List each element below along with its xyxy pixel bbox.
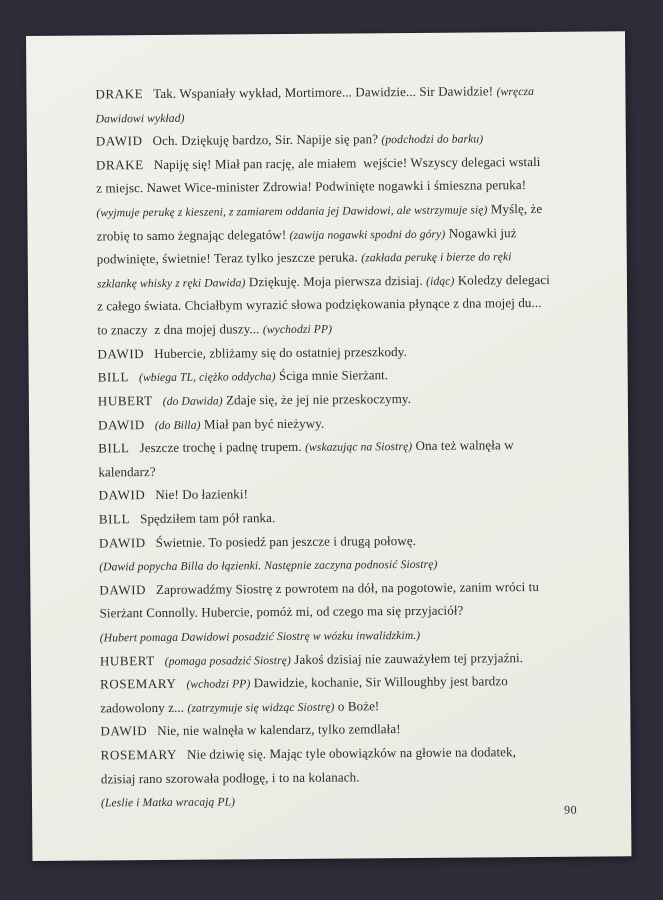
- speaker-name: DAWID: [99, 581, 147, 598]
- speaker-name: DRAKE: [95, 86, 144, 102]
- script-text: [95, 79, 593, 815]
- script-line: [100, 645, 592, 672]
- dialogue-text: Nie, nie walnęła w kalendarz, tylko zemdlała!: [157, 721, 401, 739]
- speaker-name: DAWID: [95, 133, 143, 149]
- stage-direction: (do Billa): [154, 418, 201, 432]
- stage-direction: (wskazując na Siostrę): [305, 440, 413, 454]
- script-line: [101, 787, 593, 814]
- speaker-name: DRAKE: [95, 156, 144, 173]
- stage-direction: szklankę whisky z ręki Dawida): [96, 276, 246, 291]
- dialogue-text: Dziękuję. Moja pierwsza dzisiaj.: [245, 272, 427, 290]
- script-line: [99, 574, 591, 601]
- dialogue-text: Och. Dziękuję bardzo, Sir. Napije się pan?: [152, 131, 382, 149]
- stage-direction: (wyjmuje perukę z kieszeni, z zamiarem oddania jej Dawidowi, ale wstrzymuje się): [96, 203, 488, 220]
- dialogue-text: Napiję się! Miał pan rację, ale miałem wejście! Wszyscy delegaci wstali: [153, 153, 541, 172]
- dialogue-text: Zdaje się, że jej nie przeskoczymy.: [222, 390, 412, 408]
- stage-direction: (wchodzi PP): [186, 677, 251, 691]
- stage-direction: (Dawid popycha Billa do łązienki. Następnie zaczyna podnosić Siostrę): [99, 557, 438, 574]
- stage-direction: (wbiega TL, ciężko oddycha): [138, 370, 276, 385]
- stage-direction: Dawidowi wykład): [95, 111, 185, 126]
- stage-direction: (zatrzymuje się widząc Siostrę): [187, 700, 335, 715]
- speaker-name: BILL: [97, 369, 130, 385]
- script-line: [95, 79, 587, 106]
- dialogue-text: Jeszcze trochę i padnę trupem.: [139, 438, 306, 456]
- dialogue-text: Koledzy delegaci: [454, 271, 551, 288]
- speaker-name: DAWID: [98, 534, 146, 551]
- dialogue-text: Sierżant Connolly. Hubercie, pomóż mi, od czego ma się przyjaciół?: [99, 602, 464, 621]
- dialogue-text: Nie! Do łazienki!: [155, 486, 249, 503]
- speaker-name: HUBERT: [97, 392, 153, 409]
- dialogue-text: Ściga mnie Sierżant.: [275, 367, 389, 384]
- speaker-name: BILL: [98, 440, 130, 456]
- speaker-name: HUBERT: [99, 652, 155, 669]
- script-line: [97, 291, 589, 318]
- stage-direction: (do Dawida): [162, 394, 223, 408]
- script-line: [96, 197, 588, 224]
- dialogue-text: kalendarz?: [98, 463, 156, 480]
- stage-direction: (zawija nogawki spodni do góry): [289, 227, 446, 242]
- dialogue-text: Ona też walnęła w: [412, 437, 514, 454]
- dialogue-text: Tak. Wspaniały wykład, Mortimore... Dawidzie... Sir Dawidzie!: [153, 83, 497, 102]
- speaker-name: DAWID: [97, 345, 145, 362]
- dialogue-text: Dawidzie, kochanie, Sir Willoughby jest bardzo: [250, 673, 508, 691]
- stage-direction: (zakłada perukę i bierze do ręki: [361, 250, 512, 265]
- dialogue-text: zadowolony z...: [100, 699, 188, 716]
- speaker-name: BILL: [98, 511, 131, 527]
- stage-direction: (wręcza: [496, 85, 535, 99]
- dialogue-text: z miejsc. Nawet Wice-minister Zdrowia! Podwinięte nogawki i śmieszna peruka!: [96, 177, 527, 196]
- stage-direction: (idąc): [426, 274, 455, 288]
- dialogue-text: dzisiaj rano szorowała podłogę, i to na kolanach.: [100, 769, 360, 787]
- speaker-name: DAWID: [100, 723, 148, 739]
- dialogue-text: zrobię to samo żegnając delegatów!: [96, 226, 290, 244]
- script-line: [96, 220, 588, 247]
- dialogue-text: z całego świata. Chciałbym wyrazić słowa podziękowania płynące z dna mojej du...: [97, 295, 542, 314]
- dialogue-text: Myślę, że: [487, 200, 543, 217]
- stage-direction: (Hubert pomaga Dawidowi posadzić Siostrę w wózku inwalidzkim.): [99, 628, 421, 645]
- stage-direction: (Leslie i Matka wracają PL): [100, 795, 236, 810]
- dialogue-text: Nogawki już: [445, 224, 517, 241]
- speaker-name: ROSEMARY: [100, 746, 178, 763]
- speaker-name: DAWID: [98, 487, 146, 503]
- dialogue-text: Hubercie, zbliżamy się do ostatniej przeszkody.: [154, 343, 407, 361]
- dialogue-text: Miał pan być nieżywy.: [200, 415, 325, 432]
- page-number: 90: [564, 802, 578, 817]
- document-page: [26, 31, 631, 861]
- dialogue-text: o Boże!: [334, 698, 380, 714]
- dialogue-text: to znaczy z dna mojej duszy...: [97, 321, 263, 338]
- dialogue-text: Świetnie. To posiedź pan jeszcze i drugą połowę.: [155, 532, 417, 550]
- dialogue-text: Spędziłem tam pół ranka.: [140, 510, 276, 527]
- dialogue-text: Zaprowadźmy Siostrę z powrotem na dół, na pogotowie, zanim wróci tu: [156, 578, 540, 597]
- stage-direction: (wychodzi PP): [262, 322, 333, 337]
- dialogue-text: podwinięte, świetnie! Teraz tylko jeszcze peruka.: [96, 249, 362, 267]
- stage-direction: (pomaga posadzić Siostrę): [164, 653, 291, 668]
- speaker-name: ROSEMARY: [100, 676, 177, 692]
- stage-direction: (podchodzi do barku): [381, 132, 484, 147]
- dialogue-text: Jakoś dzisiaj nie zauważyłem tej przyjaźni.: [290, 649, 524, 667]
- dialogue-text: Nie dziwię się. Mając tyle obowiązków na głowie na dodatek,: [186, 744, 517, 762]
- speaker-name: DAWID: [97, 416, 145, 432]
